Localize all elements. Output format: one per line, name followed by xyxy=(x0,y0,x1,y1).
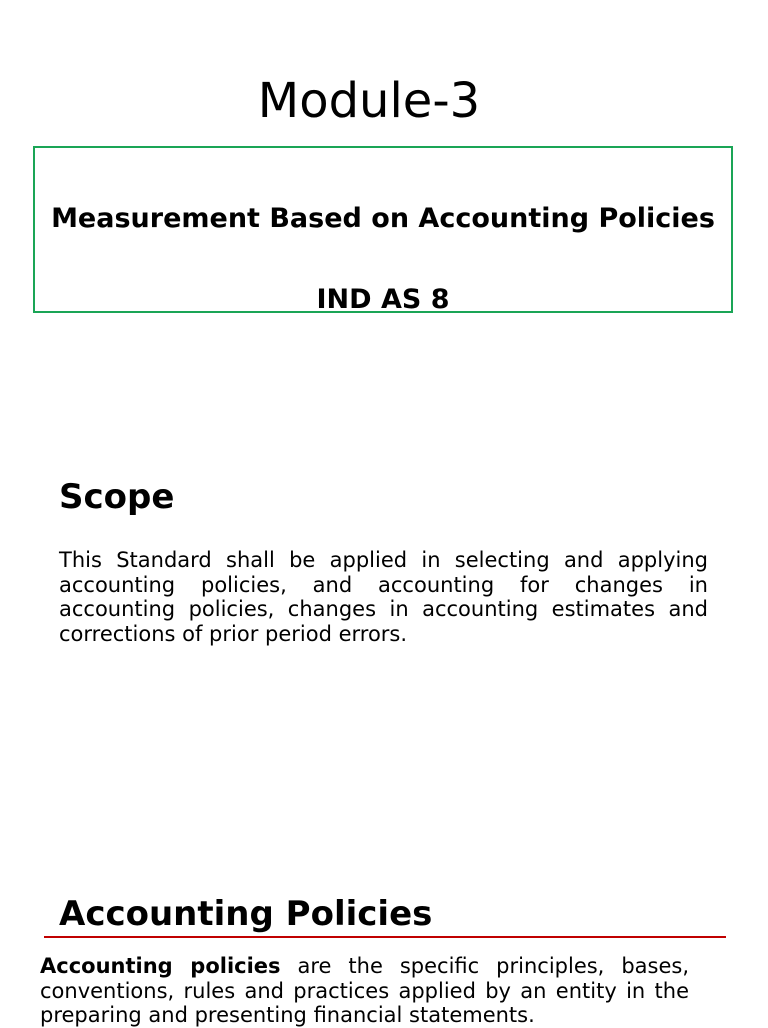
heading-divider xyxy=(44,936,726,938)
module-title: Module-3 xyxy=(257,73,481,129)
subtitle-box xyxy=(33,146,733,313)
defined-term: Accounting policies xyxy=(40,954,281,978)
scope-heading: Scope xyxy=(59,477,175,517)
accounting-policies-heading: Accounting Policies xyxy=(59,894,433,934)
accounting-policies-paragraph xyxy=(40,954,689,1028)
standard-code: IND AS 8 xyxy=(316,284,450,313)
definition-text: are the specific principles, bases, conventions, rules and practices applied by an entity in the preparing and presenting financial statements. xyxy=(40,954,689,1027)
subtitle-main: Measurement Based on Accounting Policies xyxy=(51,203,715,234)
scope-paragraph: This Standard shall be applied in selecting and applying accounting policies, and accounting for changes in accounting policies, changes in accounting estimates and corrections of prior period errors. xyxy=(59,548,708,646)
